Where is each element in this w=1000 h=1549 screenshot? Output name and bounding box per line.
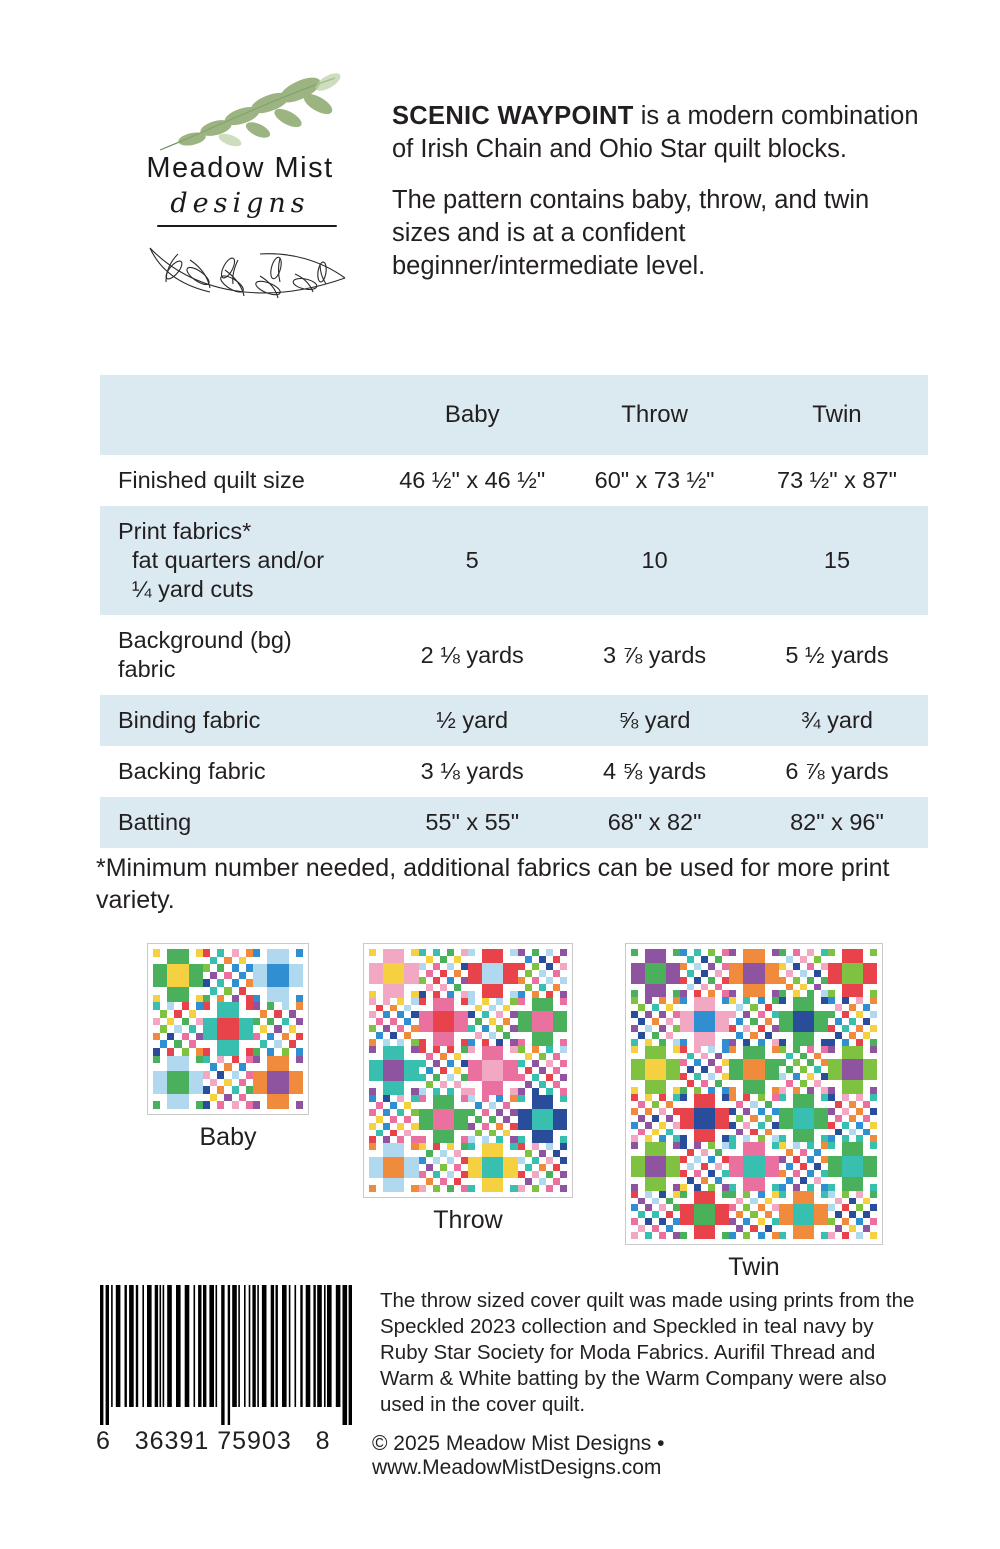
cell-backing-twin: 6 ⅞ yards	[746, 746, 928, 797]
row-label-background-line1: Background (bg)	[118, 627, 292, 653]
row-label-backing-fabric: Backing fabric	[100, 746, 381, 797]
leaf-wreath-icon	[130, 230, 360, 320]
quilt-grid-throw	[369, 949, 567, 1192]
cell-finished-throw: 60" x 73 ½"	[563, 455, 746, 506]
brand-logo	[95, 70, 385, 330]
table-row	[100, 695, 928, 746]
row-label-background-fabric	[100, 615, 381, 695]
row-label-print-fabrics	[100, 506, 381, 615]
row-label-batting: Batting	[100, 797, 381, 848]
row-label-background-line2: fabric	[118, 656, 176, 682]
intro-paragraph-1	[392, 100, 922, 166]
intro-paragraph-1-rest: is a modern combination of Irish Chain and Ohio Star quilt blocks.	[392, 102, 919, 163]
header-cell-throw: Throw	[563, 375, 746, 455]
specification-table	[100, 375, 928, 848]
row-label-print-fabrics-line3: ¼ yard cuts	[132, 576, 254, 602]
quilt-size-previews	[0, 935, 1000, 1280]
table-header-row	[100, 375, 928, 455]
row-label-finished-quilt-size: Finished quilt size	[100, 455, 381, 506]
quilt-image-throw	[363, 943, 573, 1198]
intro-text	[392, 100, 922, 301]
table-footnote: *Minimum number needed, additional fabrics can be used for more print variety.	[96, 854, 890, 914]
cell-backing-throw: 4 ⅝ yards	[563, 746, 746, 797]
table-row	[100, 797, 928, 848]
cell-batting-throw: 68" x 82"	[563, 797, 746, 848]
barcode-bars	[96, 1285, 358, 1425]
brand-script: designs	[170, 188, 310, 219]
header-cell-twin: Twin	[746, 375, 928, 455]
cell-print-throw: 10	[563, 506, 746, 615]
quilt-grid-baby	[153, 949, 303, 1109]
cell-binding-baby: ½ yard	[381, 695, 563, 746]
quilt-image-baby	[147, 943, 309, 1115]
cover-quilt-note: The throw sized cover quilt was made using prints from the Speckled 2023 collection and Speckled in teal navy by Ruby Star Society for Moda Fabrics. Aurifil Thread and Warm & White batting by the Warm Company were also used in the cover quilt.	[380, 1289, 915, 1416]
cell-finished-twin: 73 ½" x 87"	[746, 455, 928, 506]
quilt-grid-twin	[631, 949, 877, 1239]
quilt-caption-baby: Baby	[199, 1123, 257, 1151]
barcode	[96, 1285, 366, 1456]
header-cell-blank	[100, 375, 381, 455]
table-row	[100, 506, 928, 615]
intro-paragraph-2: The pattern contains baby, throw, and twin sizes and is at a confident beginner/intermediate level.	[392, 186, 870, 280]
table-row	[100, 746, 928, 797]
quilt-caption-throw: Throw	[433, 1206, 503, 1234]
header	[0, 60, 1000, 340]
quilt-preview-baby	[147, 943, 309, 1152]
copyright-line: © 2025 Meadow Mist Designs • www.MeadowMistDesigns.com	[372, 1432, 665, 1479]
quilt-image-twin	[625, 943, 883, 1245]
cell-background-twin: 5 ½ yards	[746, 615, 928, 695]
table-row	[100, 455, 928, 506]
cell-print-baby: 5	[381, 506, 563, 615]
cell-batting-baby: 55" x 55"	[381, 797, 563, 848]
header-cell-baby: Baby	[381, 375, 563, 455]
pattern-name: SCENIC WAYPOINT	[392, 102, 634, 130]
cell-background-throw: 3 ⅞ yards	[563, 615, 746, 695]
row-label-binding-fabric: Binding fabric	[100, 695, 381, 746]
table-row	[100, 615, 928, 695]
cell-backing-baby: 3 ⅛ yards	[381, 746, 563, 797]
row-label-print-fabrics-line1: Print fabrics*	[118, 518, 252, 544]
barcode-digits: 6 36391 75903 8	[96, 1427, 331, 1455]
cell-print-twin: 15	[746, 506, 928, 615]
cell-finished-baby: 46 ½" x 46 ½"	[381, 455, 563, 506]
cell-batting-twin: 82" x 96"	[746, 797, 928, 848]
brand-underline	[157, 225, 337, 227]
cell-background-baby: 2 ⅛ yards	[381, 615, 563, 695]
quilt-preview-throw	[363, 943, 573, 1235]
row-label-print-fabrics-line2: fat quarters and/or	[132, 547, 325, 573]
cell-binding-throw: ⅝ yard	[563, 695, 746, 746]
quilt-preview-twin	[625, 943, 883, 1282]
brand-name: Meadow Mist	[146, 152, 334, 184]
cell-binding-twin: ¾ yard	[746, 695, 928, 746]
leaf-sprig-icon	[150, 70, 350, 160]
quilt-caption-twin: Twin	[728, 1253, 780, 1281]
